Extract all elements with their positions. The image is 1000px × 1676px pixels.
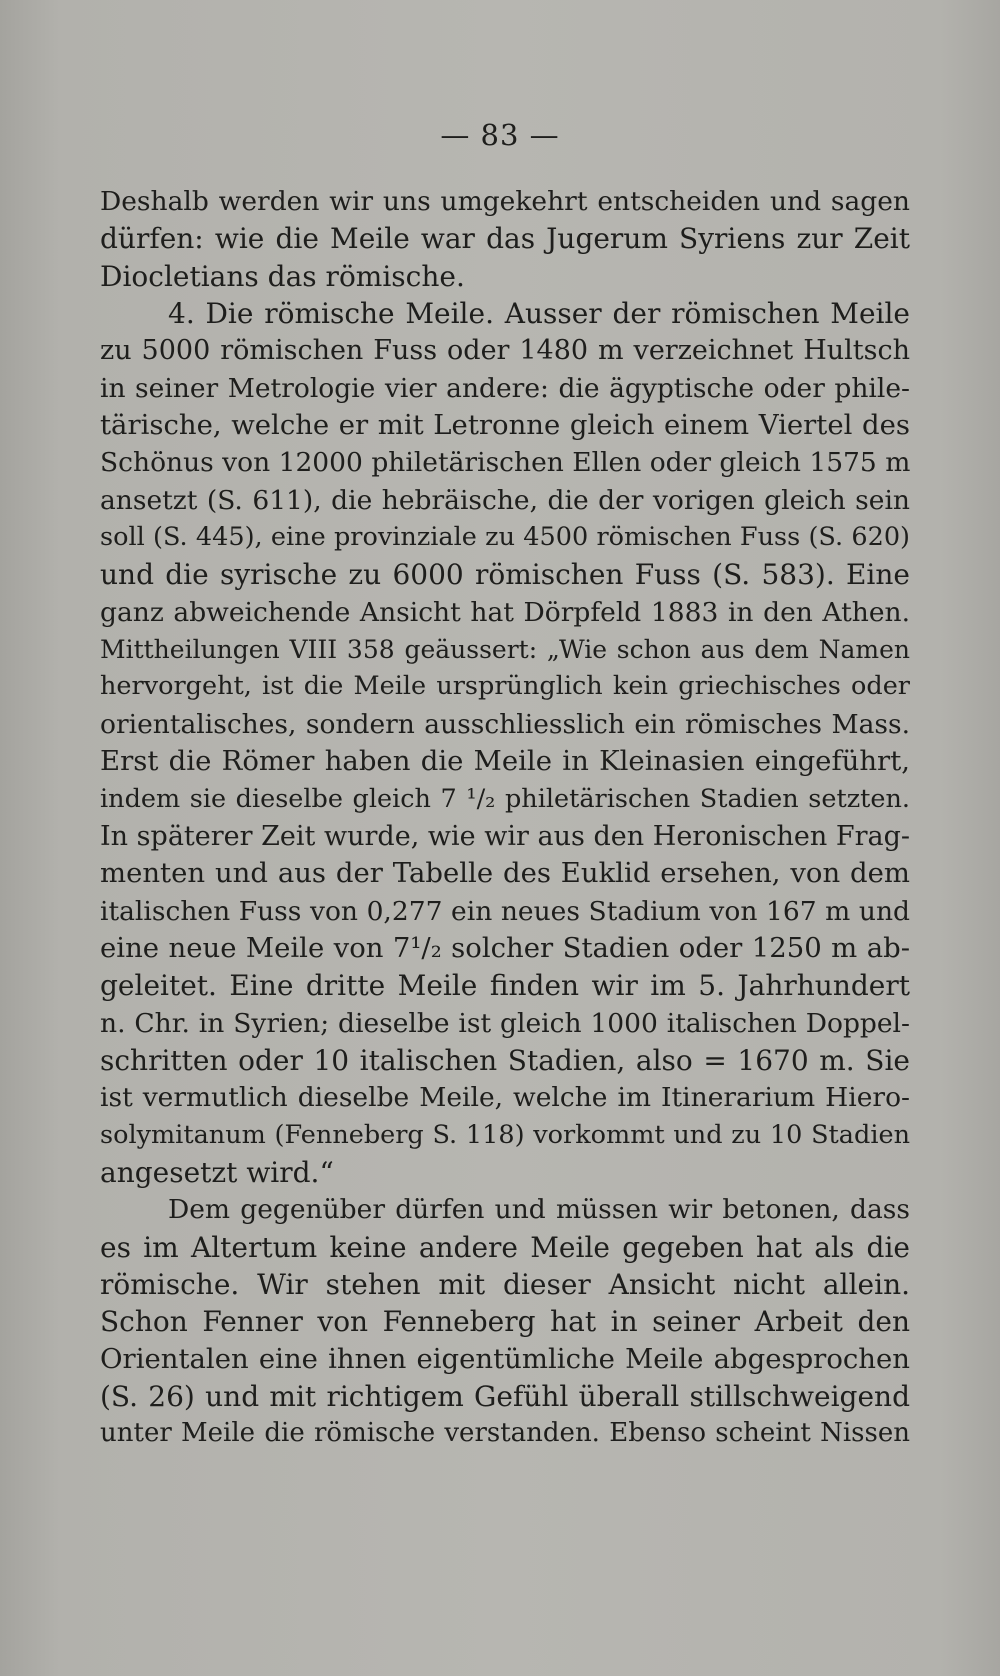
text-line: n. Chr. in Syrien; dieselbe ist gleich 1000 italischen Doppel- (100, 1007, 910, 1039)
body-text (100, 183, 910, 1453)
text-line: Mittheilungen VIII 358 geäussert: „Wie schon aus dem Namen (100, 635, 910, 665)
text-line: zu 5000 römischen Fuss oder 1480 m verzeichnet Hultsch (100, 335, 910, 367)
text-line: Deshalb werden wir uns umgekehrt entscheiden und sagen (100, 186, 910, 217)
text-line: soll (S. 445), eine provinziale zu 4500 römischen Fuss (S. 620) (100, 522, 910, 553)
text-line: unter Meile die römische verstanden. Ebenso scheint Nissen (100, 1418, 910, 1449)
text-line: römische. Wir stehen mit dieser Ansicht nicht allein. (100, 1267, 910, 1301)
text-line: angesetzt wird.“ (100, 1155, 334, 1189)
text-line: indem sie dieselbe gleich 7 ¹/₂ philetärischen Stadien setzten. (100, 783, 910, 814)
text-line: dürfen: wie die Meile war das Jugerum Syriens zur Zeit (100, 222, 910, 256)
text-line: eine neue Meile von 7¹/₂ solcher Stadien oder 1250 m ab- (100, 931, 910, 964)
text-line: Erst die Römer haben die Meile in Kleinasien eingeführt, (100, 745, 910, 778)
text-line: ansetzt (S. 611), die hebräische, die der vorigen gleich sein (100, 484, 910, 516)
text-line: es im Altertum keine andere Meile gegeben hat als die (100, 1230, 910, 1264)
text-line: solymitanum (Fenneberg S. 118) vorkommt und zu 10 Stadien (100, 1119, 910, 1150)
text-line: orientalisches, sondern ausschliesslich ein römisches Mass. (100, 708, 910, 740)
text-line: hervorgeht, ist die Meile ursprünglich kein griechisches oder (100, 671, 910, 702)
text-line: Schönus von 12000 philetärischen Ellen oder gleich 1575 m (100, 447, 910, 479)
text-line: 4. Die römische Meile. Ausser der römischen Meile (168, 297, 910, 331)
text-line: und die syrische zu 6000 römischen Fuss (S. 583). Eine (100, 558, 910, 592)
text-line: Orientalen eine ihnen eigentümliche Meile abgesprochen (100, 1342, 910, 1375)
page-number: — 83 — (440, 118, 560, 152)
text-line: geleitet. Eine dritte Meile finden wir im 5. Jahrhundert (100, 969, 910, 1003)
text-line: Diocletians das römische. (100, 259, 465, 293)
text-line: ist vermutlich dieselbe Meile, welche im Itinerarium Hiero- (100, 1082, 910, 1114)
text-line: Dem gegenüber dürfen und müssen wir betonen, dass (168, 1194, 910, 1226)
text-line: schritten oder 10 italischen Stadien, also = 1670 m. Sie (100, 1043, 910, 1077)
text-line: in seiner Metrologie vier andere: die ägyptische oder phile- (100, 372, 910, 404)
text-line: italischen Fuss von 0,277 ein neues Stadium von 167 m und (100, 895, 910, 927)
text-line: In späterer Zeit wurde, wie wir aus den Heronischen Frag- (100, 820, 910, 852)
text-line: tärische, welche er mit Letronne gleich einem Viertel des (100, 409, 910, 442)
text-line: ganz abweichende Ansicht hat Dörpfeld 1883 in den Athen. (100, 596, 910, 628)
text-line: (S. 26) und mit richtigem Gefühl überall stillschweigend (100, 1380, 910, 1413)
text-line: menten und aus der Tabelle des Euklid ersehen, von dem (100, 857, 910, 890)
text-line: Schon Fenner von Fenneberg hat in seiner Arbeit den (100, 1305, 910, 1339)
